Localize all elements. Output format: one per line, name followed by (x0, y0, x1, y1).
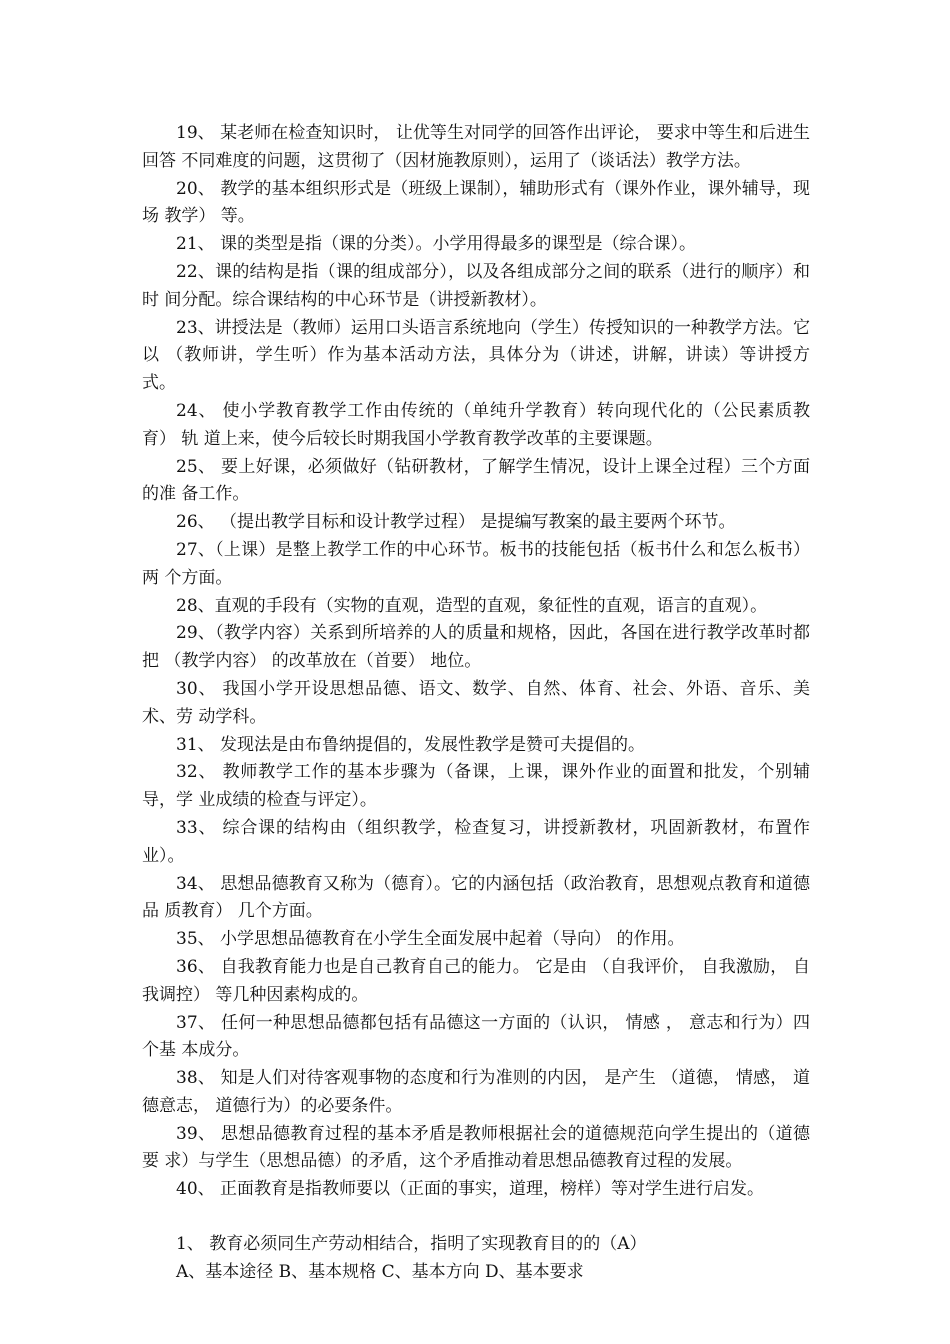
paragraph-21: 21、 课的类型是指（课的分类）。小学用得最多的课型是（综合课）。 (176, 234, 697, 255)
paragraph-34: 34、 思想品德教育又称为（德育）。它的内涵包括（政治教育，思想观点教育和道德品 质教育） 几个方面。 (142, 873, 810, 922)
paragraph-28: 28、直观的手段有（实物的直观，造型的直观，象征性的直观，语言的直观）。 (176, 595, 768, 616)
paragraph-39: 39、 思想品德教育过程的基本矛盾是教师根据社会的道德规范向学生提出的（道德要 求）与学生（思想品德）的矛盾，这个矛盾推动着思想品德教育过程的发展。 (142, 1123, 810, 1172)
section-spacer (142, 1204, 810, 1231)
paragraph-23: 23、讲授法是（教师）运用口头语言系统地向（学生）传授知识的一种教学方法。它以 （教师讲，学生听）作为基本活动方法，具体分为（讲述，讲解，讲读）等讲授方式。 (142, 317, 810, 394)
paragraph-32: 32、 教师教学工作的基本步骤为（备课，上课，课外作业的面置和批发，个别辅导，学 业成绩的检查与评定）。 (142, 762, 810, 811)
paragraph-24: 24、 使小学教育教学工作由传统的（单纯升学教育）转向现代化的（公民素质教育） 轨 道上来，使今后较长时期我国小学教育教学改革的主要课题。 (142, 400, 810, 449)
paragraph-31: 31、 发现法是由布鲁纳提倡的，发展性教学是赞可夫提倡的。 (176, 734, 646, 755)
paragraph-30: 30、 我国小学开设思想品德、语文、数学、自然、体育、社会、外语、音乐、美术、劳 动学科。 (142, 678, 810, 727)
paragraph-20: 20、 教学的基本组织形式是（班级上课制），辅助形式有（课外作业，课外辅导，现场 教学） 等。 (142, 178, 810, 227)
paragraph-36: 36、 自我教育能力也是自己教育自己的能力。 它是由 （自我评价， 自我激励， 自我调控） 等几种因素构成的。 (142, 956, 810, 1005)
paragraph-19: 19、 某老师在检查知识时， 让优等生对同学的回答作出评论， 要求中等生和后进生回答 不同难度的问题，这贯彻了（因材施教原则），运用了（谈话法）教学方法。 (142, 123, 810, 171)
paragraph-38: 38、 知是人们对待客观事物的态度和行为准则的内因， 是产生 （道德， 情感， 道德意志， 道德行为）的必要条件。 (142, 1068, 810, 1116)
paragraph-22: 22、课的结构是指（课的组成部分），以及各组成部分之间的联系（进行的顺序）和时 间分配。综合课结构的中心环节是（讲授新教材）。 (142, 261, 810, 310)
paragraph-25: 25、 要上好课，必须做好（钻研教材，了解学生情况，设计上课全过程）三个方面的准 备工作。 (142, 456, 810, 505)
document-body (142, 120, 810, 1287)
paragraph-27: 27、（上课）是整上教学工作的中心环节。板书的技能包括（板书什么和怎么板书）两 个方面。 (142, 539, 810, 588)
paragraph-33: 33、 综合课的结构由（组织教学，检查复习，讲授新教材，巩固新教材，布置作业）。 (142, 817, 810, 866)
question-1-options: A、基本途径 B、基本规格 C、基本方向 D、基本要求 (176, 1261, 584, 1282)
paragraph-35: 35、 小学思想品德教育在小学生全面发展中起着（导向） 的作用。 (176, 929, 685, 950)
question-1: 1、 教育必须同生产劳动相结合，指明了实现教育目的的（A） (176, 1234, 647, 1255)
paragraph-40: 40、 正面教育是指教师要以（正面的事实，道理，榜样）等对学生进行启发。 (176, 1179, 765, 1200)
paragraph-37: 37、 任何一种思想品德都包括有品德这一方面的（认识， 情感 ， 意志和行为）四个基 本成分。 (142, 1012, 810, 1061)
paragraph-29: 29、（教学内容）关系到所培养的人的质量和规格，因此，各国在进行教学改革时都把 （教学内容） 的改革放在（首要） 地位。 (142, 623, 810, 672)
paragraph-26: 26、 （提出教学目标和设计教学过程） 是提编写教案的最主要两个环节。 (176, 512, 736, 533)
